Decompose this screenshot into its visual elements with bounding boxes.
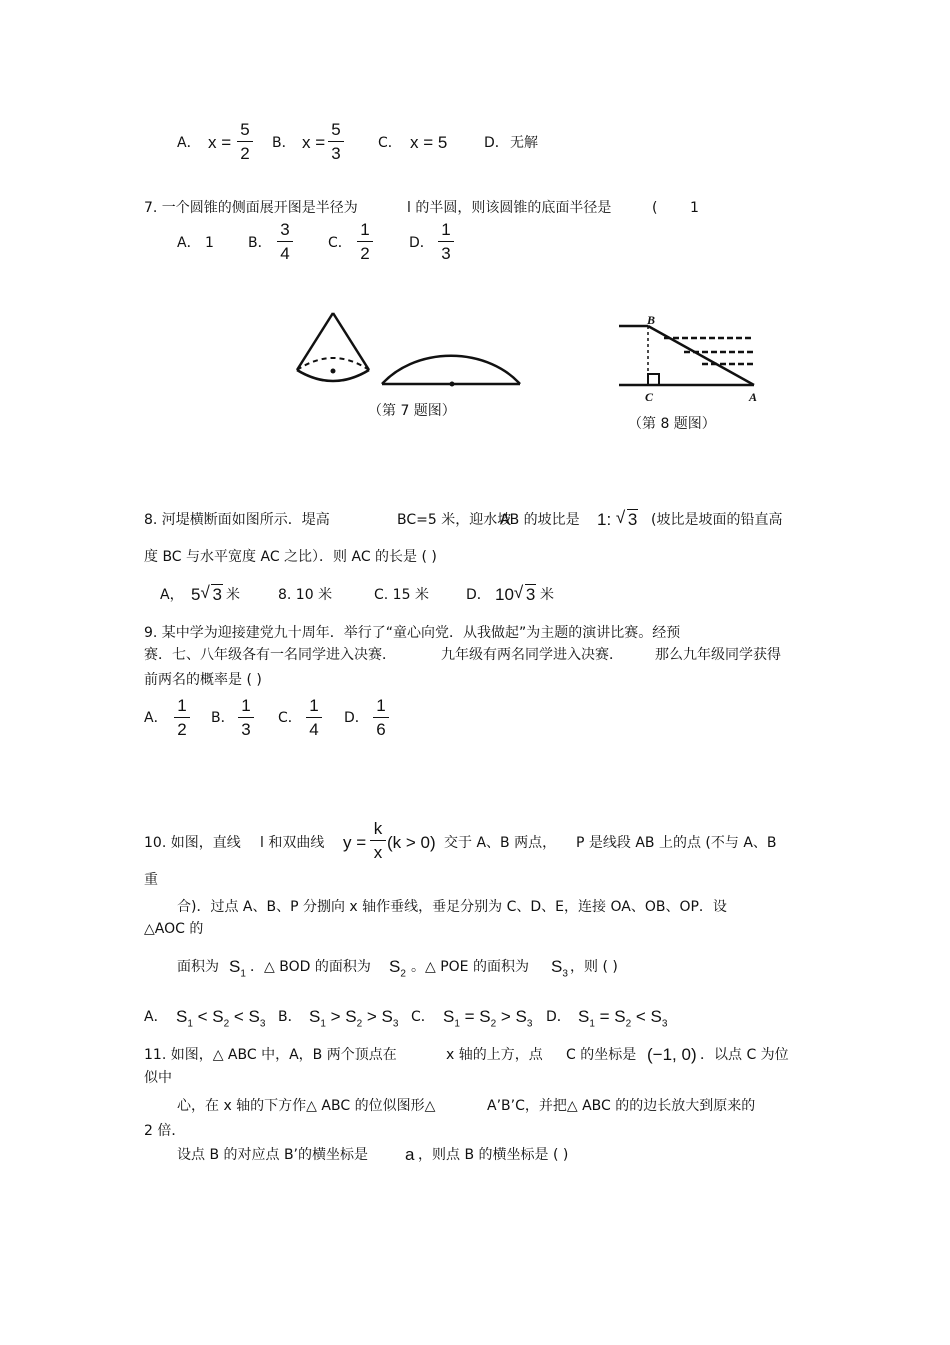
q6-option-a-lhs: x = bbox=[208, 133, 232, 152]
q8-option-d-value: 10 √ 3 bbox=[495, 583, 536, 604]
q10-option-a-label: A． bbox=[144, 1009, 168, 1025]
q10-option-c-label: C． bbox=[411, 1009, 435, 1025]
q10-option-c-expr: $S_1 = S_2 > S_3$ bbox=[443, 1007, 533, 1030]
semicircle-center-dot bbox=[450, 382, 455, 387]
q7-option-d-fraction: 1 3 bbox=[436, 221, 456, 262]
q11-stem-line3a: 心，在 x 轴的下方作△ ABC 的位似图形△ bbox=[177, 1098, 436, 1114]
q7-stem-part4: 1 bbox=[690, 200, 699, 216]
q10-stem-line3: 合)．过点 A、B、P 分捌向 x 轴作垂线，垂足分别为 C、D、E，连接 OA、OB、OP．设 bbox=[177, 899, 727, 915]
q8-stem-part2: BC=5 米，迎水坡 bbox=[397, 512, 512, 528]
q10-stem-line5c: 。△ POE 的面积为 bbox=[411, 959, 529, 975]
q8-stem-part1: 8. 河堤横断面如图所示．堤高 bbox=[144, 512, 330, 528]
q8-stem-part3: AB 的坡比是 bbox=[500, 512, 580, 528]
fig8-caption: （第 8 题图） bbox=[628, 416, 716, 432]
q10-option-d-label: D． bbox=[546, 1009, 571, 1025]
q7-option-c-label: C． bbox=[328, 235, 352, 251]
q10-option-b-expr: $S_1 > S_2 > S_3$ bbox=[309, 1007, 399, 1030]
q8-slope-ratio: 1: √ 3 bbox=[597, 508, 638, 529]
q8-option-a-value: 5 √ 3 bbox=[191, 583, 222, 604]
q8-option-b: 8. 10 米 bbox=[278, 587, 333, 603]
q6-option-c-text: x = 5 bbox=[410, 133, 448, 152]
point-c-label: C bbox=[645, 390, 654, 404]
q8-option-d-unit: 米 bbox=[540, 587, 554, 603]
q10-stem-line4: △AOC 的 bbox=[144, 921, 204, 937]
q10-equation-lhs: y = bbox=[343, 833, 367, 852]
semicircle-figure bbox=[382, 356, 520, 384]
q11-stem-line2: 似中 bbox=[144, 1070, 172, 1086]
q11-stem-part3: C 的坐标是 bbox=[566, 1047, 637, 1063]
q10-s2-symbol: $S_2$ bbox=[389, 957, 406, 980]
q6-option-a-fraction: 5 2 bbox=[235, 121, 255, 162]
q11-stem-line5b: ，则点 B 的横坐标是 ( ) bbox=[418, 1147, 569, 1163]
q8-stem-part4: (坡比是坡面的铅直高 bbox=[651, 512, 783, 528]
q6-option-a-label: A． bbox=[177, 135, 201, 151]
q11-stem-part2: x 轴的上方，点 bbox=[446, 1047, 543, 1063]
q9-option-a-label: A． bbox=[144, 710, 168, 726]
q7-option-c-fraction: 1 2 bbox=[355, 221, 375, 262]
q10-stem-part2: l 和双曲线 bbox=[260, 835, 325, 851]
q8-stem-line2: 度 BC 与水平宽度 AC 之比）．则 AC 的长是 ( ) bbox=[144, 549, 437, 565]
q10-stem-line5d: ，则 ( ) bbox=[570, 959, 618, 975]
q6-option-b-lhs: x = bbox=[302, 133, 326, 152]
q9-option-c-fraction: 1 4 bbox=[304, 697, 324, 738]
q10-s3-symbol: $S_3$ bbox=[551, 957, 568, 980]
q10-s1-symbol: $S_1$ bbox=[229, 957, 246, 980]
q11-stem-part1: 11. 如图，△ ABC 中，A，B 两个顶点在 bbox=[144, 1047, 397, 1063]
q9-option-a-fraction: 1 2 bbox=[172, 697, 192, 738]
q8-option-a-unit: 米 bbox=[226, 587, 240, 603]
q7-option-d-label: D． bbox=[409, 235, 434, 251]
q10-stem-part3: 交于 A、B 两点， bbox=[444, 835, 557, 851]
q6-option-b-fraction: 5 3 bbox=[326, 121, 346, 162]
q10-stem-part4: P 是线段 AB 上的点 (不与 A、B bbox=[576, 835, 777, 851]
q7-stem-part3: ( bbox=[652, 200, 658, 216]
point-a-label: A bbox=[749, 390, 758, 404]
q10-stem-line5a: 面积为 bbox=[177, 959, 219, 975]
q11-stem-part4: ．以点 C 为位 bbox=[700, 1047, 789, 1063]
q9-option-d-fraction: 1 6 bbox=[371, 697, 391, 738]
q8-option-a-label: A， bbox=[160, 587, 184, 603]
q9-option-b-label: B． bbox=[211, 710, 235, 726]
q9-option-b-fraction: 1 3 bbox=[236, 697, 256, 738]
q11-stem-line3b: A’B’C，并把△ ABC 的的边长放大到原来的 bbox=[487, 1098, 756, 1114]
q10-equation-condition: (k > 0) bbox=[387, 833, 436, 852]
q7-option-a: A． 1 bbox=[177, 235, 214, 251]
q9-option-c-label: C． bbox=[278, 710, 302, 726]
q6-option-d-label: D． bbox=[484, 135, 509, 151]
fig7-caption: （第 7 题图） bbox=[368, 403, 456, 419]
q9-option-d-label: D． bbox=[344, 710, 369, 726]
q7-option-b-fraction: 3 4 bbox=[275, 221, 295, 262]
q11-variable-a: a bbox=[405, 1145, 415, 1164]
q7-option-b-label: B． bbox=[248, 235, 272, 251]
q10-option-d-expr: $S_1 = S_2 < S_3$ bbox=[578, 1007, 668, 1030]
q10-stem-line5b: ．△ BOD 的面积为 bbox=[250, 959, 371, 975]
q9-stem-line2b: 九年级有两名同学进入决赛． bbox=[441, 647, 623, 663]
q11-stem-line4: 2 倍． bbox=[144, 1123, 186, 1139]
q9-stem-line1: 9. 某中学为迎接建党九十周年．举行了“童心向党．从我做起”为主题的演讲比赛。经预 bbox=[144, 625, 681, 641]
q9-stem-line3: 前两名的概率是 ( ) bbox=[144, 672, 262, 688]
q10-equation-fraction: k x bbox=[368, 820, 388, 861]
q6-option-c-label: C． bbox=[378, 135, 402, 151]
q11-coordinate: (−1, 0) bbox=[647, 1045, 697, 1064]
q9-stem-line2a: 赛．七、八年级各有一名同学进入决赛． bbox=[144, 647, 396, 663]
q7-stem-part2: l 的半圆，则该圆锥的底面半径是 bbox=[407, 200, 612, 216]
dam-figure bbox=[619, 326, 754, 385]
cone-center-dot bbox=[331, 369, 336, 374]
q8-option-c: C. 15 米 bbox=[374, 587, 429, 603]
q9-stem-line2c: 那么九年级同学获得 bbox=[655, 647, 781, 663]
q11-stem-line5a: 设点 B 的对应点 B’的横坐标是 bbox=[177, 1147, 369, 1163]
q10-option-b-label: B． bbox=[278, 1009, 302, 1025]
q7-stem-part1: 7. 一个圆锥的侧面展开图是半径为 bbox=[144, 200, 358, 216]
q6-option-b-label: B． bbox=[272, 135, 296, 151]
point-b-label: B bbox=[647, 313, 656, 327]
q10-stem-part1: 10. 如图，直线 bbox=[144, 835, 241, 851]
q6-option-d-text: 无解 bbox=[510, 135, 538, 151]
q10-stem-line2: 重 bbox=[144, 872, 158, 888]
q8-option-d-label: D． bbox=[466, 587, 491, 603]
q10-option-a-expr: $S_1 < S_2 < S_3$ bbox=[176, 1007, 266, 1030]
